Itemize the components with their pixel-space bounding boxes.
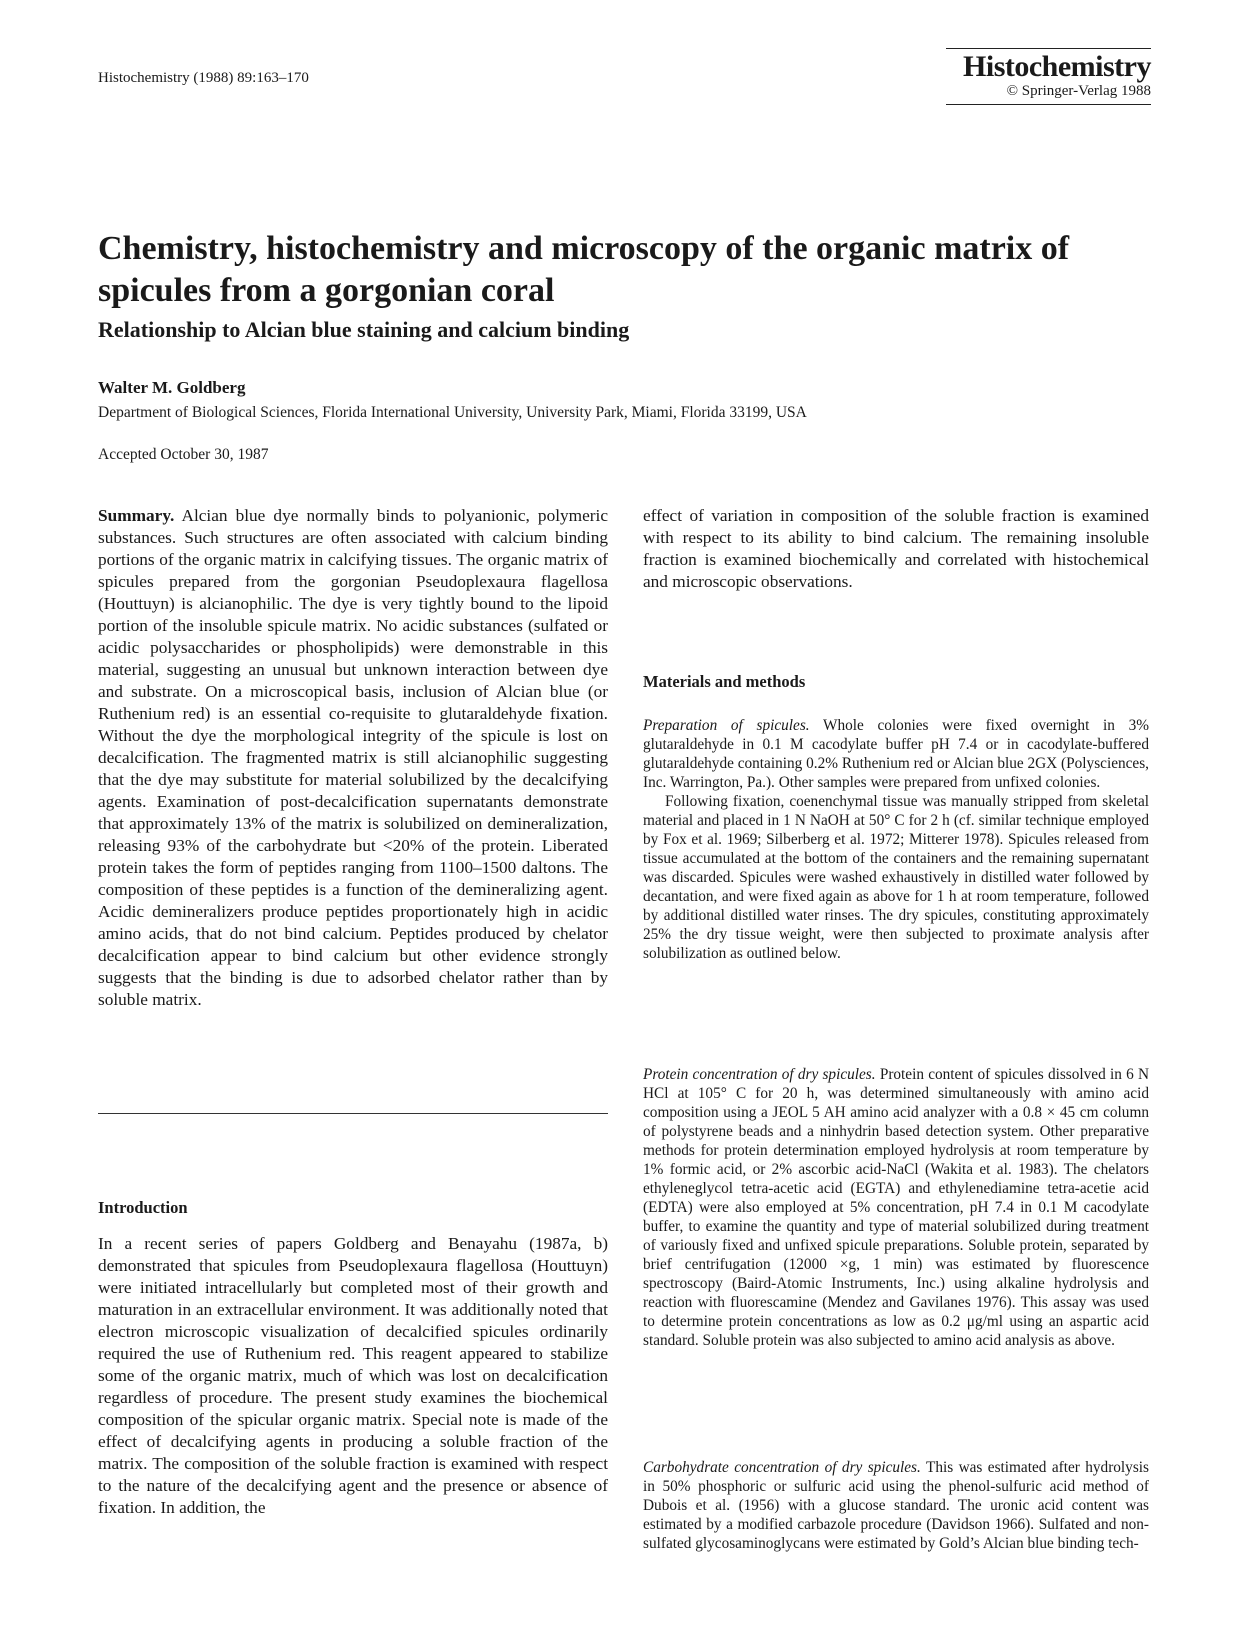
journal-name: Histochemistry <box>946 48 1151 83</box>
preparation-section <box>643 716 1149 963</box>
column-divider <box>98 1113 608 1114</box>
protein-text: Protein content of spicules dissolved in 6 N HCl at 105° C for 20 h, was determined simultaneously with amino acid composition using a JEOL 5 AH amino acid analyzer with a 0.8 × 45 cm column of polystyrene beads and a ninhydrin based detection system. Other preparative methods for protein determination employed hydrolysis at room temperature by 1% formic acid, or 2% ascorbic acid-NaCl (Wakita et al. 1983). The chelators ethyleneglycol tetra-acetic acid (EGTA) and ethylenediamine tetra-acetie acid (EDTA) were also employed at 5% concentration, pH 7.4 in 0.1 M cacodylate buffer, to examine the quantity and type of material solubilized during treatment of variously fixed and unfixed spicule preparations. Soluble protein, separated by brief centrifugation (12000 ×g, 1 min) was estimated by fluorescence spectroscopy (Baird-Atomic Instruments, Inc.) using alkaline hydrolysis and reaction with fluorescamine (Mendez and Gavilanes 1976). This assay was used to determine protein concentrations as low as 0.2 μg/ml using an aspartic acid standard. Soluble protein was also subjected to amino acid analysis as above. <box>643 1066 1149 1349</box>
protein-label: Protein concentration of dry spicules. <box>643 1066 876 1083</box>
journal-citation: Histochemistry (1988) 89:163–170 <box>98 70 309 86</box>
author-affiliation: Department of Biological Sciences, Florida International University, University Park, Miami, Florida 33199, USA <box>98 404 807 421</box>
summary-paragraph <box>98 505 608 1011</box>
carbohydrate-label: Carbohydrate concentration of dry spicules. <box>643 1459 921 1476</box>
accepted-date: Accepted October 30, 1987 <box>98 446 269 463</box>
author-name: Walter M. Goldberg <box>98 378 246 397</box>
article-subtitle: Relationship to Alcian blue staining and calcium binding <box>98 317 630 342</box>
methods-heading: Materials and methods <box>643 672 806 691</box>
carbohydrate-text: This was estimated after hydrolysis in 50% phosphoric or sulfuric acid using the phenol-sulfuric acid method of Dubois et al. (1956) with a glucose standard. The uronic acid content was estimated by a modified carbazole procedure (Davidson 1966). Sulfated and non-sulfated glycosaminoglycans were estimated by Gold’s Alcian blue binding tech- <box>643 1459 1149 1552</box>
preparation-text: Whole colonies were fixed overnight in 3% glutaraldehyde in 0.1 M cacodylate buffer pH 7.4 or in cacodylate-buffered glutaraldehyde containing 0.2% Ruthenium red or Alcian blue 2GX (Polysciences, Inc. Warrington, Pa.). Other samples were prepared from unfixed colonies. <box>643 717 1149 791</box>
continuation-paragraph <box>643 505 1149 593</box>
carbohydrate-section <box>643 1458 1149 1553</box>
article-title: Chemistry, histochemistry and microscopy of the organic matrix of spicules from a gorgonian coral <box>98 230 1070 309</box>
summary-text: Alcian blue dye normally binds to polyanionic, polymeric substances. Such structures are often associated with calcium binding portions of the organic matrix in calcifying tissues. The organic matrix of spicules prepared from the gorgonian Pseudoplexaura flagellosa (Houttuyn) is alcianophilic. The dye is very tightly bound to the lipoid portion of the insoluble spicule matrix. No acidic substances (sulfated or acidic polysaccharides or phospholipids) were demonstrable in this material, suggesting an unusual but unknown interaction between dye and substrate. On a microscopical basis, inclusion of Alcian blue (or Ruthenium red) is an essential co-requisite to glutaraldehyde fixation. Without the dye the morphological integrity of the spicule is lost on decalcification. The fragmented matrix is still alcianophilic suggesting that the dye may substitute for material solubilized by the decalcifying agents. Examination of post-decalcification supernatants demonstrate that approximately 13% of the matrix is solubilized on demineralization, releasing 93% of the carbohydrate but <20% of the protein. Liberated protein takes the form of peptides ranging from 1100–1500 daltons. The composition of these peptides is a function of the demineralizing agent. Acidic demineralizers produce peptides proportionately high in acidic amino acids, that do not bind calcium. Peptides produced by chelator decalcification appear to bind calcium but other evidence strongly suggests that the binding is due to adsorbed chelator rather than by soluble matrix. <box>98 506 608 1009</box>
introduction-paragraph <box>98 1233 608 1519</box>
introduction-heading: Introduction <box>98 1198 188 1217</box>
protein-section <box>643 1065 1149 1350</box>
publisher-copyright: © Springer-Verlag 1988 <box>946 83 1151 105</box>
journal-masthead <box>946 48 1151 105</box>
preparation-text-2: Following fixation, coenenchymal tissue was manually stripped from skeletal material and placed in 1 N NaOH at 50° C for 2 h (cf. similar technique employed by Fox et al. 1969; Silberberg et al. 1972; Mitterer 1978). Spicules released from tissue accumulated at the bottom of the containers and the remaining supernatant was discarded. Spicules were washed exhaustively in distilled water followed by decantation, and were fixed again as above for 1 h at room temperature, followed by additional distilled water rinses. The dry spicules, constituting approximately 25% the dry tissue weight, were then subjected to proximate analysis after solubilization as outlined below. <box>643 793 1149 962</box>
introduction-text: In a recent series of papers Goldberg and Benayahu (1987a, b) demonstrated that spicules from Pseudoplexaura flagellosa (Houttuyn) were initiated intracellularly but completed most of their growth and maturation in an extracellular environment. It was additionally noted that electron microscopic visualization of decalcified spicules ordinarily required the use of Ruthenium red. This reagent appeared to stabilize some of the organic matrix, much of which was lost on decalcification regardless of procedure. The present study examines the biochemical composition of the spicular organic matrix. Special note is made of the effect of decalcifying agents in producing a soluble fraction of the matrix. The composition of the soluble fraction is examined with respect to the nature of the decalcifying agent and the presence or absence of fixation. In addition, the <box>98 1234 608 1517</box>
summary-label: Summary. <box>98 506 175 525</box>
preparation-label: Preparation of spicules. <box>643 717 810 734</box>
continuation-text: effect of variation in composition of the soluble fraction is examined with respect to its ability to bind calcium. The remaining insoluble fraction is examined biochemically and correlated with histochemical and microscopic observations. <box>643 506 1149 591</box>
